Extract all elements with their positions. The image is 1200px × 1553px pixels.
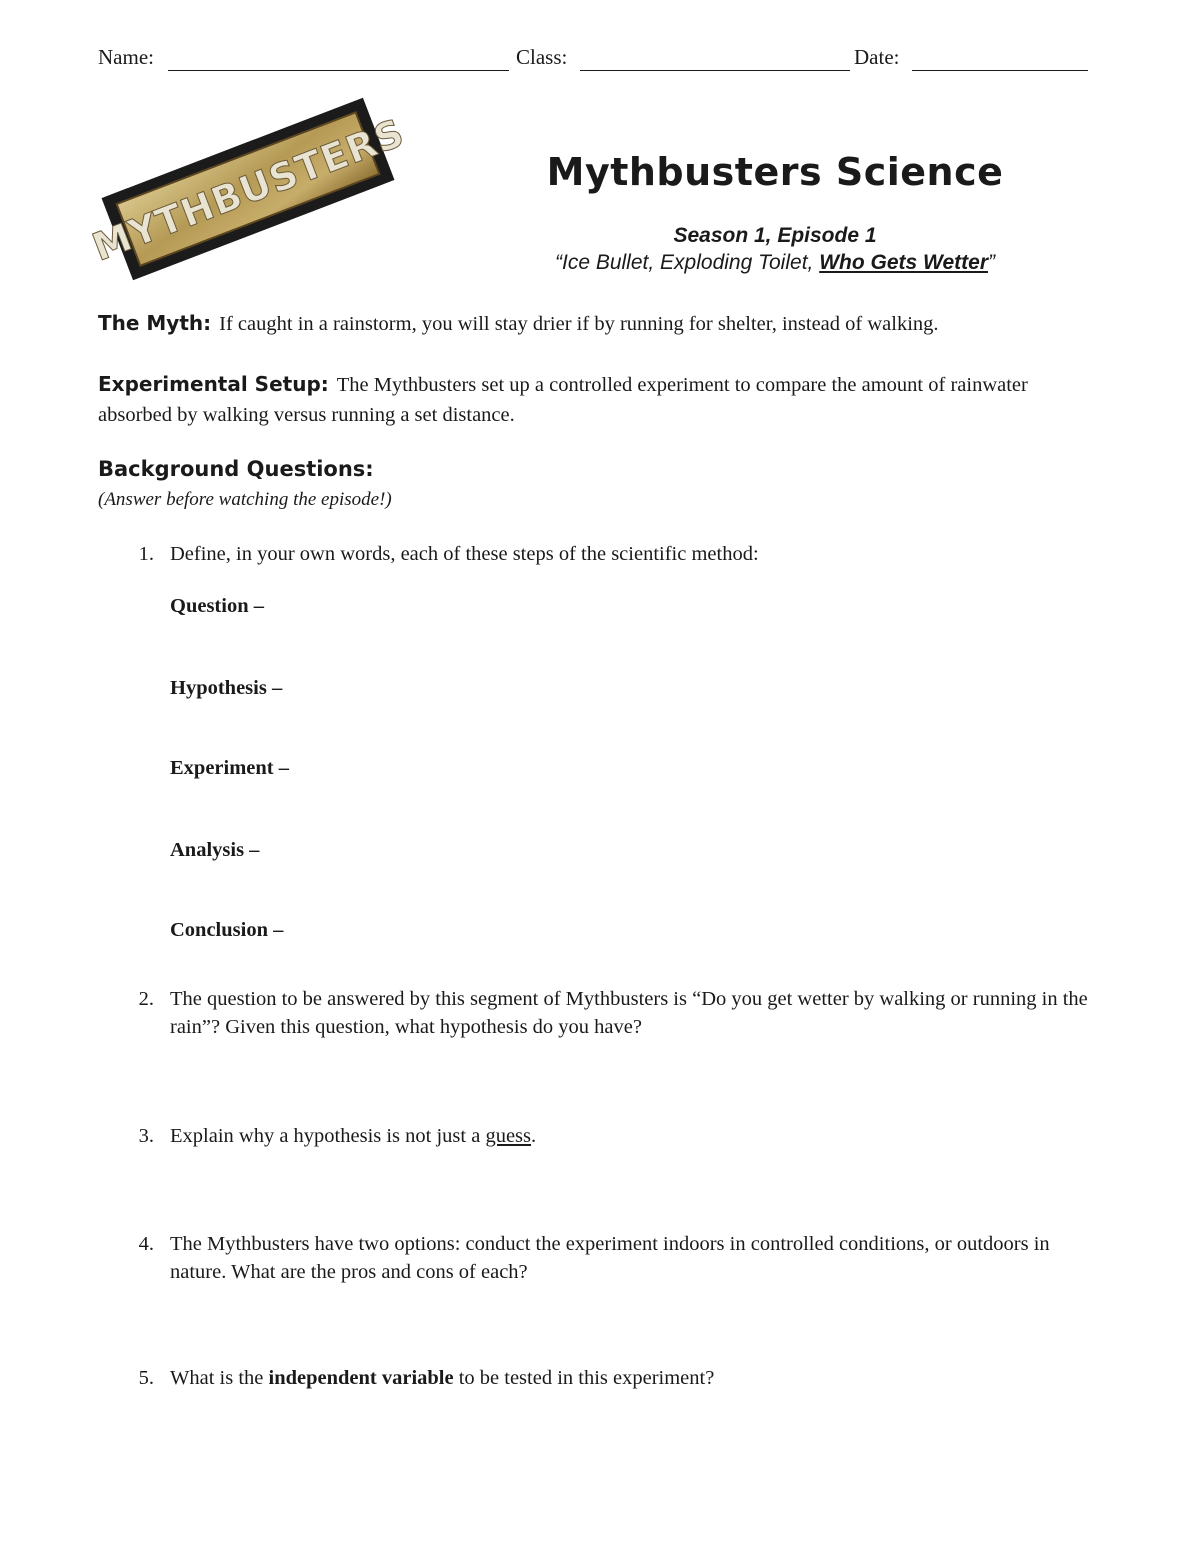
question-5: [132, 1364, 1092, 1392]
myth-text: If caught in a rainstorm, you will stay drier if by running for shelter, instead of walking.: [219, 313, 939, 335]
logo-text: MYTHBUSTERS: [86, 110, 411, 270]
name-blank[interactable]: [168, 70, 509, 71]
step-question: Question –: [170, 595, 264, 617]
question-3: [132, 1122, 1092, 1150]
class-blank[interactable]: [580, 70, 850, 71]
episode-title-emphasis: Who Gets Wetter: [819, 251, 988, 274]
question-number: 3.: [138, 1125, 154, 1147]
class-label: Class:: [516, 45, 568, 69]
page-title: Mythbusters Science: [546, 150, 1004, 194]
myth-label: The Myth:: [98, 311, 212, 335]
bold-term: independent variable: [268, 1367, 454, 1389]
background-note: (Answer before watching the episode!): [98, 489, 392, 510]
question-number: 5.: [138, 1367, 154, 1389]
step-experiment: Experiment –: [170, 757, 289, 779]
step-analysis: Analysis –: [170, 839, 260, 861]
question-number: 4.: [138, 1233, 154, 1255]
question-text: [170, 1364, 1092, 1392]
setup-section: [98, 370, 1073, 431]
close-quote: ”: [988, 251, 995, 274]
episode-title: [480, 251, 1070, 275]
background-heading: [98, 457, 374, 482]
open-quote: “: [554, 251, 562, 274]
question-1: [132, 540, 1092, 568]
date-blank[interactable]: [912, 70, 1088, 71]
step-hypothesis: Hypothesis –: [170, 677, 283, 699]
question-text: [170, 1122, 1092, 1150]
question-text: The Mythbusters have two options: conduct the experiment indoors in controlled conditions, or outdoors in nature. What are the pros and cons of each?: [170, 1233, 1050, 1283]
question-4: [132, 1230, 1090, 1286]
setup-text: The Mythbusters set up a controlled experiment to compare the amount of rainwater absorbed by walking versus running a set distance.: [98, 374, 1028, 426]
date-label: Date:: [854, 45, 900, 69]
setup-label: Experimental Setup:: [98, 372, 329, 396]
question-2: [132, 985, 1090, 1041]
episode-title-plain: Ice Bullet, Exploding Toilet,: [561, 251, 820, 274]
underlined-word: guess: [485, 1125, 532, 1147]
question-text-part: Explain why a hypothesis is not just a: [170, 1125, 486, 1147]
question-number: 2.: [138, 988, 154, 1010]
question-text-part: .: [531, 1125, 537, 1147]
step-conclusion: Conclusion –: [170, 919, 284, 941]
question-number: 1.: [138, 543, 154, 565]
question-text-part: to be tested in this experiment?: [453, 1367, 715, 1389]
question-text: The question to be answered by this segment of Mythbusters is “Do you get wetter by walking or running in the rain”? Given this question, what hypothesis do you have?: [170, 988, 1088, 1038]
question-text-part: What is the: [170, 1367, 269, 1389]
episode-number: Season 1, Episode 1: [673, 224, 877, 247]
name-label: Name:: [98, 45, 154, 69]
question-text: Define, in your own words, each of these steps of the scientific method:: [170, 543, 759, 565]
mythbusters-logo: [86, 96, 411, 282]
myth-section: [98, 309, 1058, 340]
background-heading-text: Background Questions:: [98, 457, 374, 481]
